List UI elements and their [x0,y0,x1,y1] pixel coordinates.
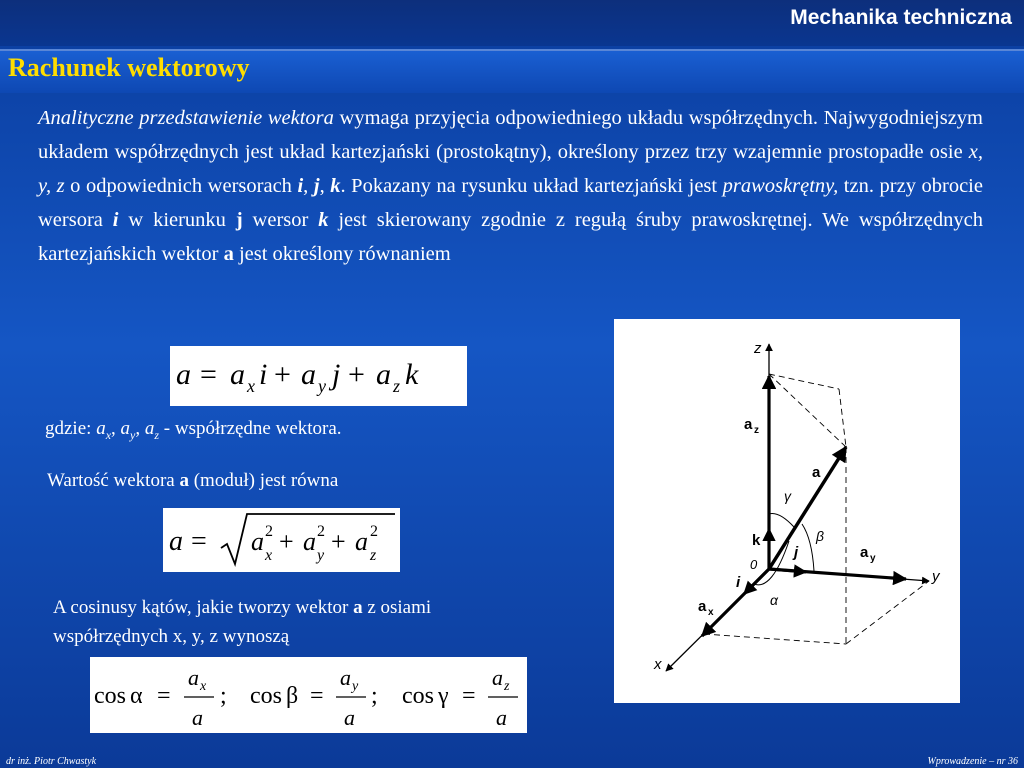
vector-a: a [223,243,234,265]
label-origin: 0 [750,557,758,572]
frac-den-a: a [344,705,355,730]
eq2-ax: a [251,527,264,556]
projection-lines [704,374,929,644]
gdzie-sub-y: y [130,427,136,442]
label-k: k [752,532,761,549]
eq2-az: a [355,527,368,556]
eq-ay: a [301,358,316,391]
coordinates-note [45,418,342,443]
j-versor [769,569,806,572]
eq-plus: + [274,358,291,391]
course-title: Mechanika techniczna [790,6,1012,29]
gamma-arc [769,514,794,527]
comma: , [303,175,314,197]
vector-equation [170,346,467,406]
eq2-sub-x: x [265,547,273,564]
eq-sub-y: y [318,376,326,396]
versor-j: j [235,209,243,231]
gdzie-az: a [144,418,155,439]
versor-i: i [297,175,304,197]
gamma-symbol: γ [438,683,449,709]
cos-lead: A cosinusy kątów, jakie tworzy wektor [53,597,354,618]
wartosc-tail: (moduł) jest równa [188,470,339,491]
eq-plus: + [348,358,365,391]
semicolon: ; [220,683,227,709]
comma: , [319,175,331,197]
intro-text-1: wymaga przyjęcia odpowiedniego układu współrzędnych. Najwygodniejszym układem współrzędnych jest układ kartezjański (prostokątny), określony przez trzy wzajemnie prostopadłe osie [38,107,983,163]
eq-az: a [376,358,391,391]
eq2-sub-z: z [370,547,377,564]
gdzie-sep: , [135,418,145,439]
gdzie-sub-z: z [154,427,160,442]
intro-text-7: jest skierowany zgodnie z regułą śruby prawoskrętnej. We współrzędnych kartezjańskich wektor [38,209,983,265]
eq3-equals: = [157,683,171,709]
frac-sub-y: y [352,679,359,694]
label-z: z [754,340,762,357]
eq-sub-z: z [393,376,401,396]
versor-k: k [330,175,341,197]
gdzie-sub-x: x [105,427,112,442]
cos-label: cos [402,683,434,709]
label-gamma: γ [784,488,791,504]
eq2-sup: 2 [317,523,325,540]
beta-symbol: β [286,683,299,709]
eq2-equals: = [191,526,207,557]
frac-num-a: a [340,665,351,690]
eq-ax: a [230,358,245,391]
modulus-equation [163,508,400,572]
intro-text-3: . Pokazany na rysunku układ kartezjański jest [340,175,723,197]
label-beta: β [816,528,824,544]
eq3-equals: = [462,683,476,709]
eq-a: a [176,358,191,391]
gdzie-tail: - współrzędne wektora. [159,418,342,439]
eq-sub-x: x [247,376,255,396]
eq3-equals: = [310,683,324,709]
gdzie-sep: , [111,418,121,439]
eq2-sub-y: y [317,547,325,564]
frac-sub-x: x [200,679,207,694]
slide-title: Rachunek wektorowy [8,53,250,82]
cos-a: a [353,597,363,618]
intro-paragraph [38,101,983,271]
cos-tail: z osiami [362,597,432,618]
label-i: i [736,574,741,591]
gdzie-lead: gdzie: [45,418,97,439]
eq-equals: = [200,358,217,391]
eq2-sup: 2 [265,523,273,540]
eq2-plus: + [331,527,346,556]
semicolon: ; [371,683,378,709]
alpha-symbol: α [130,683,143,709]
label-j: j [794,544,799,561]
frac-den-a: a [192,705,203,730]
coordinate-system-figure [614,319,960,703]
frac-den-a: a [496,705,507,730]
gdzie-ax: a [96,418,106,439]
modulus-note [47,470,338,492]
eq2-ay: a [303,527,316,556]
footer-page: Wprowadzenie – nr 36 [927,756,1018,767]
i-versor [744,569,769,594]
intro-axes: x, y, z [38,141,983,197]
eq2-a: a [169,526,183,557]
a-vector [769,447,846,569]
label-y: y [932,568,940,585]
eq-k: k [405,358,419,391]
intro-italic-term: Analityczne przedstawienie wektora [38,107,334,129]
cos-label: cos [250,683,282,709]
wartosc-a: a [179,470,189,491]
label-az: a [744,416,753,433]
label-ax: a [698,598,707,615]
frac-num-a: a [492,665,503,690]
cos-label: cos [94,683,126,709]
intro-text-4: tzn. przy obrocie wersora [38,175,983,231]
versor-j: j [313,175,320,197]
label-alpha: α [770,592,778,608]
cosines-note [53,593,431,651]
beta-arc [802,524,814,571]
intro-text-6: wersor [242,209,319,231]
cos-line2: współrzędnych x, y, z wynoszą [53,626,290,647]
eq-j: j [332,358,341,391]
footer-author: dr inż. Piotr Chwastyk [6,756,97,767]
intro-prawoskretny: prawoskrętny, [722,175,839,197]
cosines-equation [90,657,527,733]
frac-num-a: a [188,665,199,690]
gdzie-ay: a [120,418,131,439]
frac-sub-z: z [504,679,510,694]
label-az-sub: z [754,425,759,436]
label-ay: a [860,544,869,561]
versor-i: i [112,209,119,231]
eq-i: i [259,358,268,391]
intro-text-5: w kierunku [118,209,236,231]
label-x: x [654,656,662,673]
intro-text-8: jest określony równaniem [233,243,451,265]
wartosc-lead: Wartość wektora [47,470,180,491]
label-a: a [812,464,821,481]
label-ax-sub: x [708,607,714,618]
versor-k: k [318,209,329,231]
intro-text-2: o odpowiednich wersorach [64,175,298,197]
label-ay-sub: y [870,553,876,564]
eq2-sup: 2 [370,523,378,540]
eq2-plus: + [279,527,294,556]
